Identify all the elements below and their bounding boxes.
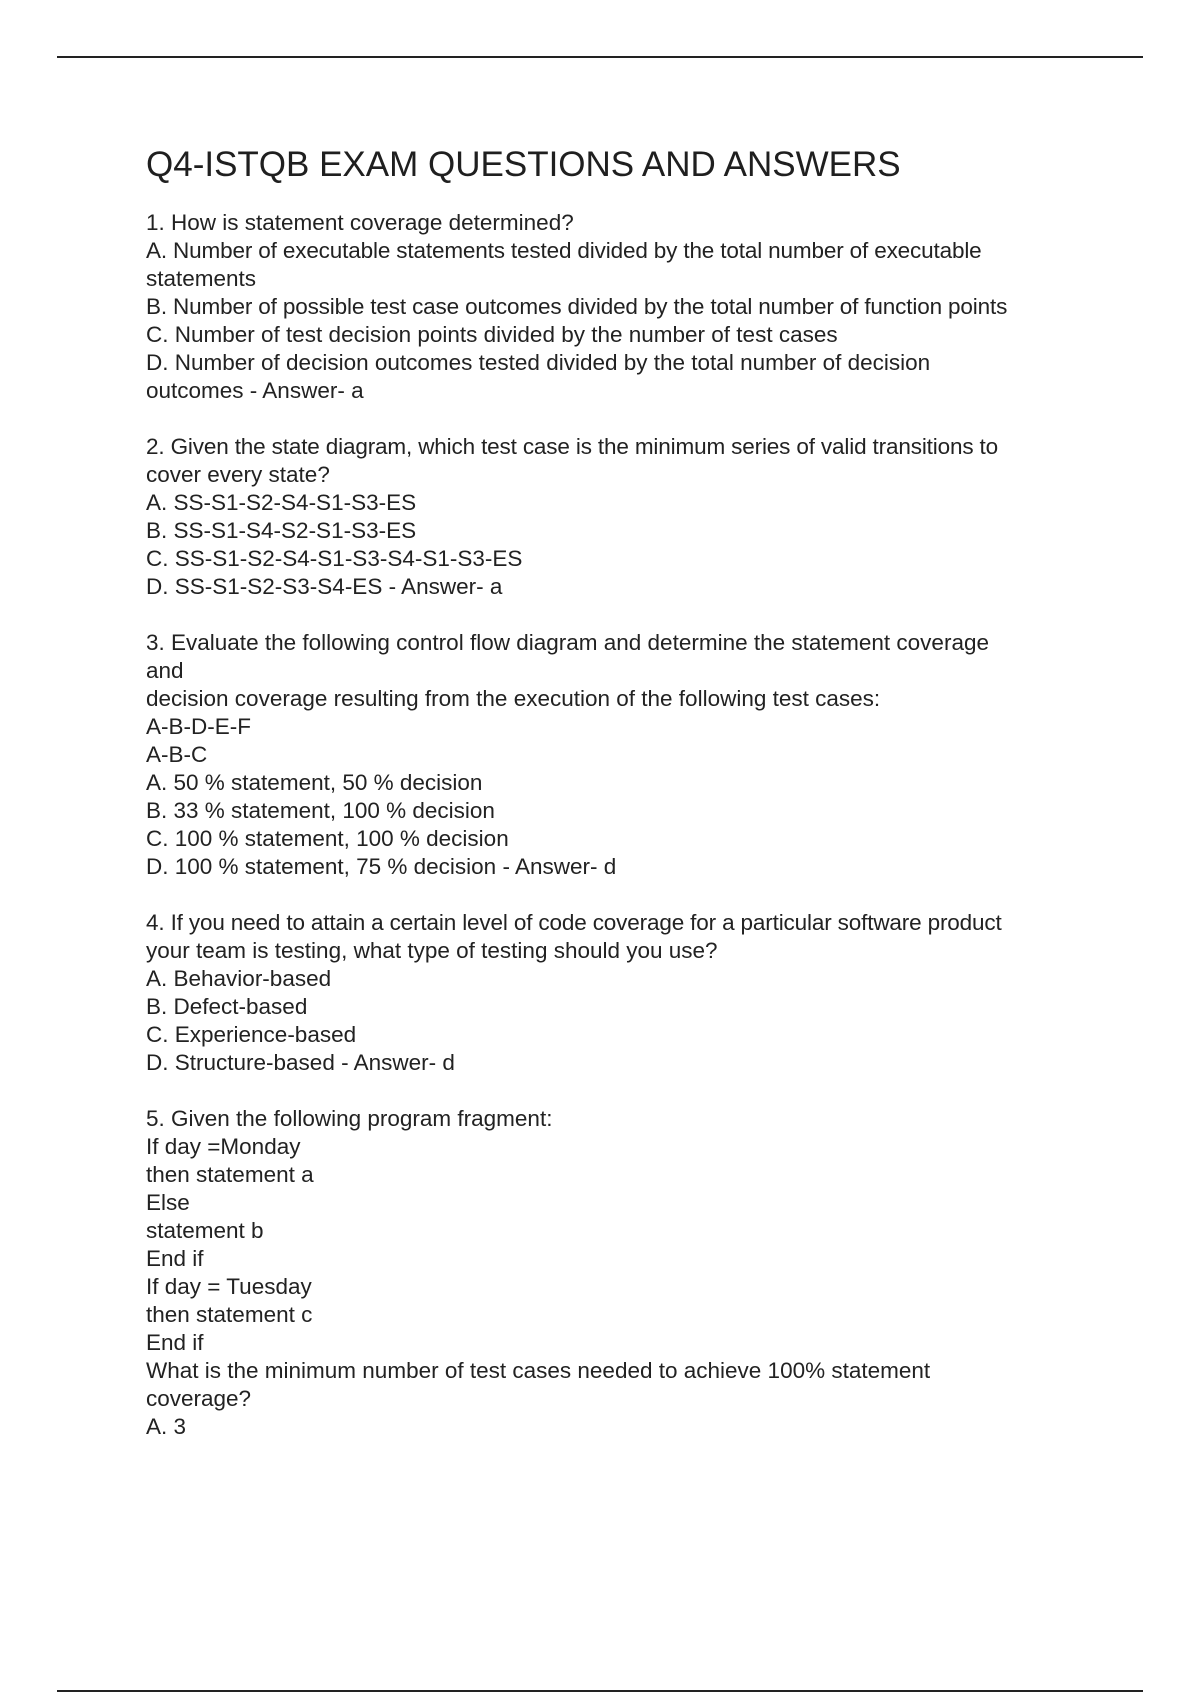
- top-rule: [57, 56, 1143, 58]
- option-b: B. SS-S1-S4-S2-S1-S3-ES: [146, 518, 417, 543]
- question-text: 2. Given the state diagram, which test case is the minimum series of valid transitions to: [146, 434, 999, 459]
- question-4: [146, 909, 1106, 1077]
- code-line: Else: [146, 1190, 190, 1215]
- question-text-continued: decision coverage resulting from the execution of the following test cases:: [146, 686, 881, 711]
- option-a: A. SS-S1-S2-S4-S1-S3-ES: [146, 490, 417, 515]
- code-line: If day = Tuesday: [146, 1274, 312, 1299]
- code-line: then statement a: [146, 1162, 314, 1187]
- option-a: A. Number of executable statements tested divided by the total number of executable: [146, 238, 982, 263]
- code-line: End if: [146, 1246, 204, 1271]
- question-text: 3. Evaluate the following control flow diagram and determine the statement coverage: [146, 630, 989, 655]
- question-prompt: What is the minimum number of test cases needed to achieve 100% statement: [146, 1358, 931, 1383]
- code-line: If day =Monday: [146, 1134, 301, 1159]
- option-c: C. Number of test decision points divided by the number of test cases: [146, 322, 838, 347]
- document-title: Q4-ISTQB EXAM QUESTIONS AND ANSWERS: [146, 145, 901, 184]
- question-text: 4. If you need to attain a certain level of code coverage for a particular software product: [146, 910, 1002, 935]
- question-3: [146, 629, 1106, 881]
- option-b: B. 33 % statement, 100 % decision: [146, 798, 495, 823]
- question-text-continued: cover every state?: [146, 462, 330, 487]
- test-case: A-B-C: [146, 742, 208, 767]
- question-text: 1. How is statement coverage determined?: [146, 210, 574, 235]
- question-text-continued: and: [146, 658, 184, 683]
- option-d-answer: D. 100 % statement, 75 % decision - Answer- d: [146, 854, 617, 879]
- option-c: C. Experience-based: [146, 1022, 357, 1047]
- code-line: statement b: [146, 1218, 264, 1243]
- code-line: then statement c: [146, 1302, 313, 1327]
- option-a: A. 50 % statement, 50 % decision: [146, 770, 483, 795]
- question-1: [146, 209, 1106, 405]
- question-2: [146, 433, 1106, 601]
- option-c: C. 100 % statement, 100 % decision: [146, 826, 509, 851]
- option-a-continued: statements: [146, 266, 257, 291]
- option-b: B. Number of possible test case outcomes divided by the total number of function points: [146, 294, 1008, 319]
- bottom-rule: [57, 1690, 1143, 1692]
- option-d-answer: outcomes - Answer- a: [146, 378, 364, 403]
- option-d: D. Number of decision outcomes tested divided by the total number of decision: [146, 350, 931, 375]
- question-text: 5. Given the following program fragment:: [146, 1106, 553, 1131]
- option-a: A. 3: [146, 1414, 187, 1439]
- question-prompt-continued: coverage?: [146, 1386, 252, 1411]
- option-d-answer: D. SS-S1-S2-S3-S4-ES - Answer- a: [146, 574, 503, 599]
- code-line: End if: [146, 1330, 204, 1355]
- option-c: C. SS-S1-S2-S4-S1-S3-S4-S1-S3-ES: [146, 546, 523, 571]
- document-body: [146, 143, 1106, 1469]
- test-case: A-B-D-E-F: [146, 714, 251, 739]
- option-a: A. Behavior-based: [146, 966, 332, 991]
- option-b: B. Defect-based: [146, 994, 308, 1019]
- question-text-continued: your team is testing, what type of testing should you use?: [146, 938, 718, 963]
- question-5: [146, 1105, 1106, 1441]
- option-d-answer: D. Structure-based - Answer- d: [146, 1050, 455, 1075]
